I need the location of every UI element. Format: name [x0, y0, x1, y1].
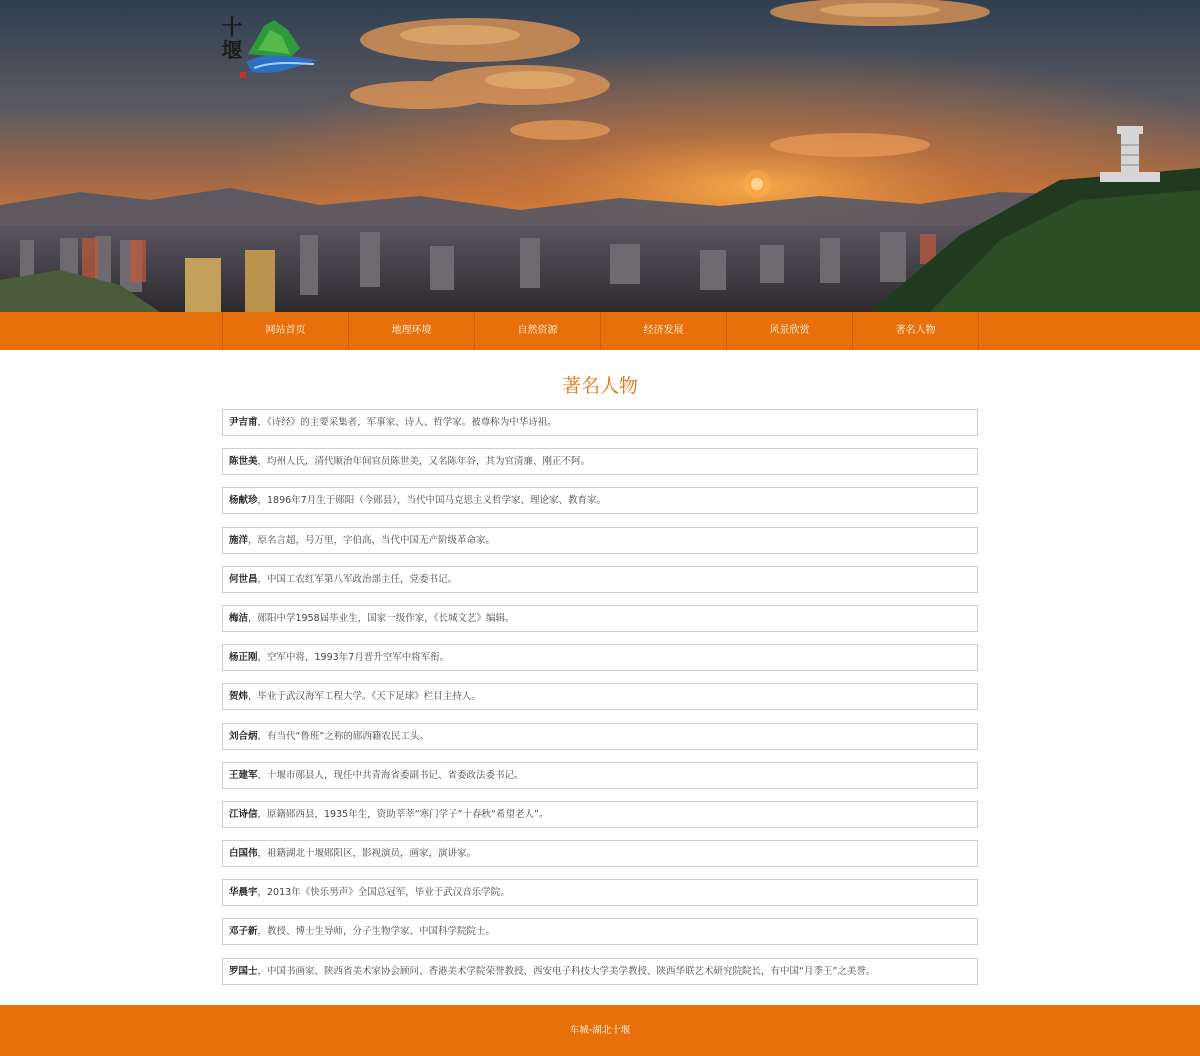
person-description: ，1896年7月生于郧阳（今郧县），当代中国马克思主义哲学家、理论家、教育家。: [257, 495, 606, 507]
person-description: ，郧阳中学1958届毕业生，国家一级作家，《长城文艺》编辑。: [248, 612, 515, 624]
person-name: 刘合炳: [229, 730, 258, 742]
list-item: [222, 683, 978, 710]
page-title: 著名人物: [561, 375, 638, 397]
list-item: [222, 409, 978, 436]
person-description: ，有当代“鲁班”之称的郧西籍农民工头。: [257, 730, 429, 742]
person-name: 施洋: [229, 534, 249, 546]
list-item: [222, 723, 978, 750]
main-nav: [0, 312, 1200, 350]
list-item: [222, 762, 978, 789]
person-name: 尹吉甫: [229, 417, 258, 428]
person-name: 王建军: [229, 769, 258, 781]
footer: [0, 1005, 1200, 1056]
nav-item-geography[interactable]: 地理环境: [348, 312, 474, 350]
list-item: [222, 605, 978, 632]
list-item: [222, 487, 978, 514]
list-item: [222, 644, 978, 671]
site-logo[interactable]: [218, 14, 324, 84]
person-description: ，空军中将，1993年7月晋升空军中将军衔。: [257, 652, 450, 664]
person-name: 杨献珍: [229, 495, 258, 507]
sunset-city-image: [0, 0, 1200, 312]
person-name: 梅洁: [229, 612, 249, 624]
list-item: [222, 448, 978, 475]
person-description: ，原名言超，号万里，字伯高，当代中国无产阶级革命家。: [248, 534, 496, 546]
person-description: ，中国工农红军第八军政治部主任，党委书记。: [257, 573, 458, 585]
person-name: 江诗信: [229, 808, 258, 820]
nav-item-scenery[interactable]: 风景欣赏: [726, 312, 852, 350]
person-name: 陈世美: [229, 456, 258, 468]
nav-item-resources[interactable]: 自然资源: [474, 312, 600, 350]
list-item: [222, 879, 978, 906]
people-list: [222, 409, 978, 997]
person-description: ，中国书画家、陕西省美术家协会顾问、香港美术学院荣誉教授、西安电子科技大学美学教授、陕西华联艺术研究院院长，有中国“月季王”之美誉。: [257, 965, 876, 977]
person-description: ，毕业于武汉海军工程大学。《天下足球》栏目主持人。: [248, 691, 481, 703]
nav-item-home[interactable]: 网站首页: [222, 312, 348, 350]
person-description: ，2013年《快乐男声》全国总冠军，毕业于武汉音乐学院。: [257, 887, 510, 899]
list-item: [222, 840, 978, 867]
list-item: [222, 566, 978, 593]
person-name: 贺炜: [229, 691, 249, 703]
nav-item-famous-people[interactable]: 著名人物: [852, 312, 979, 350]
list-item: [222, 801, 978, 828]
logo-text: 十堰: [219, 16, 244, 62]
person-description: ，十堰市郧县人，现任中共青海省委副书记、省委政法委书记。: [257, 769, 524, 781]
person-name: 华晨宇: [229, 887, 258, 899]
footer-text: 车城-湖北十堰: [569, 1025, 631, 1036]
person-description: ，《诗经》的主要采集者，军事家、诗人、哲学家。被尊称为中华诗祖。: [257, 417, 557, 428]
person-name: 杨正刚: [229, 652, 258, 664]
person-description: ，原籍郧西县，1935年生，资助莘莘“寒门学子”十春秋“希望老人”。: [257, 808, 549, 820]
person-name: 罗国士: [229, 965, 258, 977]
person-name: 何世昌: [229, 573, 258, 585]
hero-banner: [0, 0, 1200, 312]
list-item: [222, 918, 978, 945]
nav-item-economy[interactable]: 经济发展: [600, 312, 726, 350]
person-name: 邓子新: [229, 926, 258, 938]
list-item: [222, 958, 978, 985]
person-description: ，教授、博士生导师，分子生物学家、中国科学院院士。: [257, 926, 496, 938]
list-item: [222, 527, 978, 554]
person-description: ，均州人氏，清代顺治年间官员陈世美，又名陈年谷，其为官清廉、刚正不阿。: [257, 456, 591, 468]
person-name: 白国伟: [229, 848, 258, 860]
person-description: ，祖籍湖北十堰郧阳区，影视演员，画家，演讲家。: [257, 848, 477, 860]
